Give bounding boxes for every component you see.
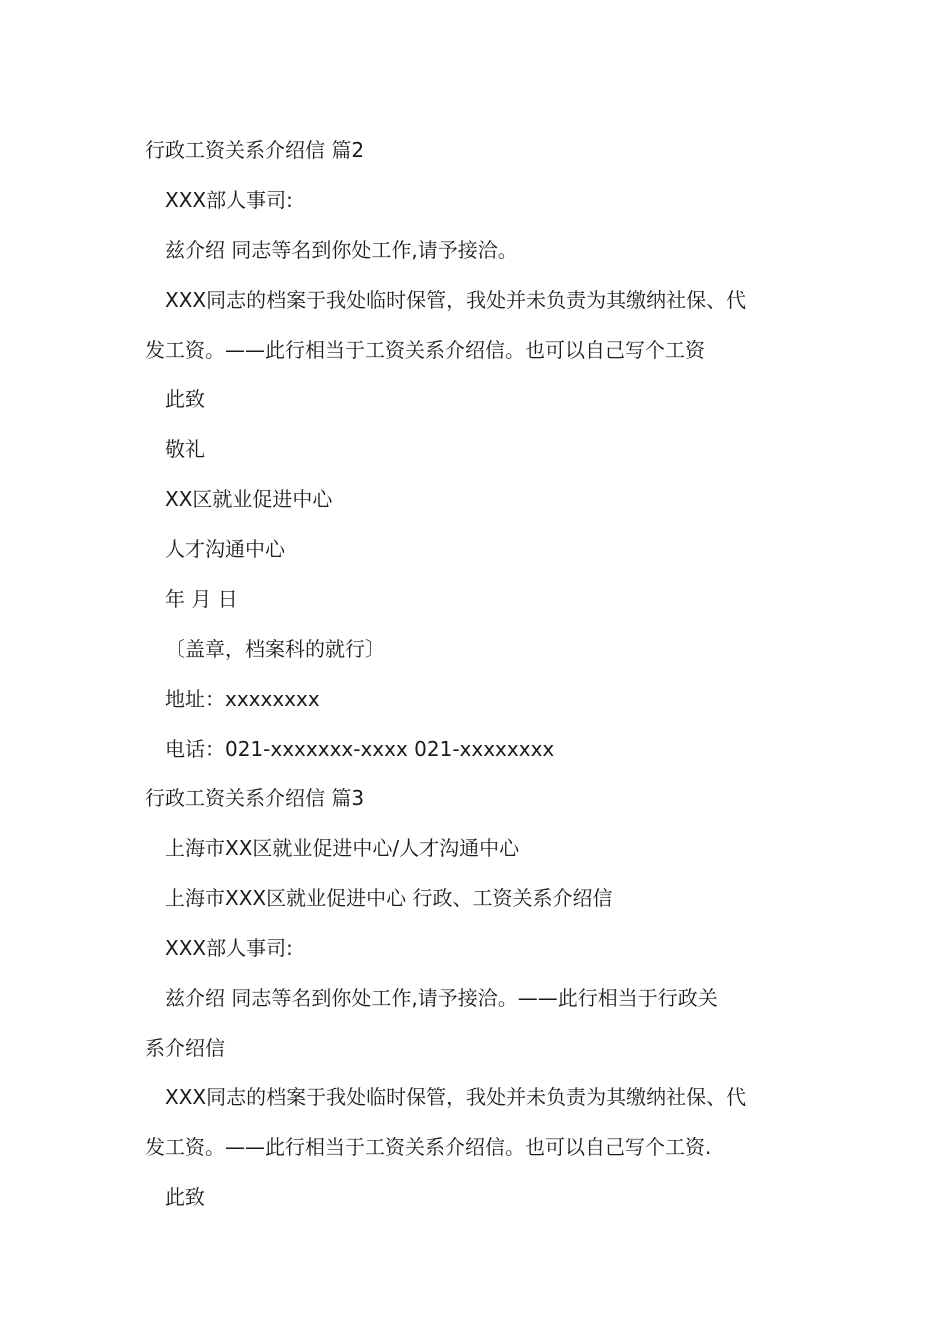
date-line: 年 月 日 [165, 587, 238, 611]
closing-line: 此致 [165, 1185, 205, 1209]
recipient-line: XXX部人事司: [165, 936, 293, 960]
section-heading: 行政工资关系介绍信 篇3 [145, 786, 365, 810]
closing-line: 此致 [165, 387, 205, 411]
body-paragraph: 兹介绍 同志等名到你处工作,请予接洽。 [165, 238, 518, 262]
recipient-line: XXX部人事司: [165, 188, 293, 212]
body-paragraph-continuation: 发工资。——此行相当于工资关系介绍信。也可以自己写个工资. [145, 1135, 712, 1159]
section-heading: 行政工资关系介绍信 篇2 [145, 138, 365, 162]
address-line: 地址：xxxxxxxx [165, 687, 320, 711]
signature-line: 人才沟通中心 [165, 537, 285, 561]
body-paragraph: 兹介绍 同志等名到你处工作,请予接洽。——此行相当于行政关 [165, 986, 718, 1010]
phone-line: 电话：021-xxxxxxx-xxxx 021-xxxxxxxx [165, 737, 555, 761]
body-paragraph-continuation: 发工资。——此行相当于工资关系介绍信。也可以自己写个工资 [145, 338, 705, 362]
body-paragraph-continuation: 系介绍信 [145, 1036, 225, 1060]
issuer-line: 上海市XX区就业促进中心/人才沟通中心 [165, 836, 520, 860]
signature-line: XX区就业促进中心 [165, 487, 333, 511]
issuer-line: 上海市XXX区就业促进中心 行政、工资关系介绍信 [165, 886, 613, 910]
body-paragraph: XXX同志的档案于我处临时保管，我处并未负责为其缴纳社保、代 [165, 288, 747, 312]
closing-line: 敬礼 [165, 437, 205, 461]
body-paragraph: XXX同志的档案于我处临时保管，我处并未负责为其缴纳社保、代 [165, 1085, 747, 1109]
stamp-note: 〔盖章，档案科的就行〕 [165, 637, 385, 661]
